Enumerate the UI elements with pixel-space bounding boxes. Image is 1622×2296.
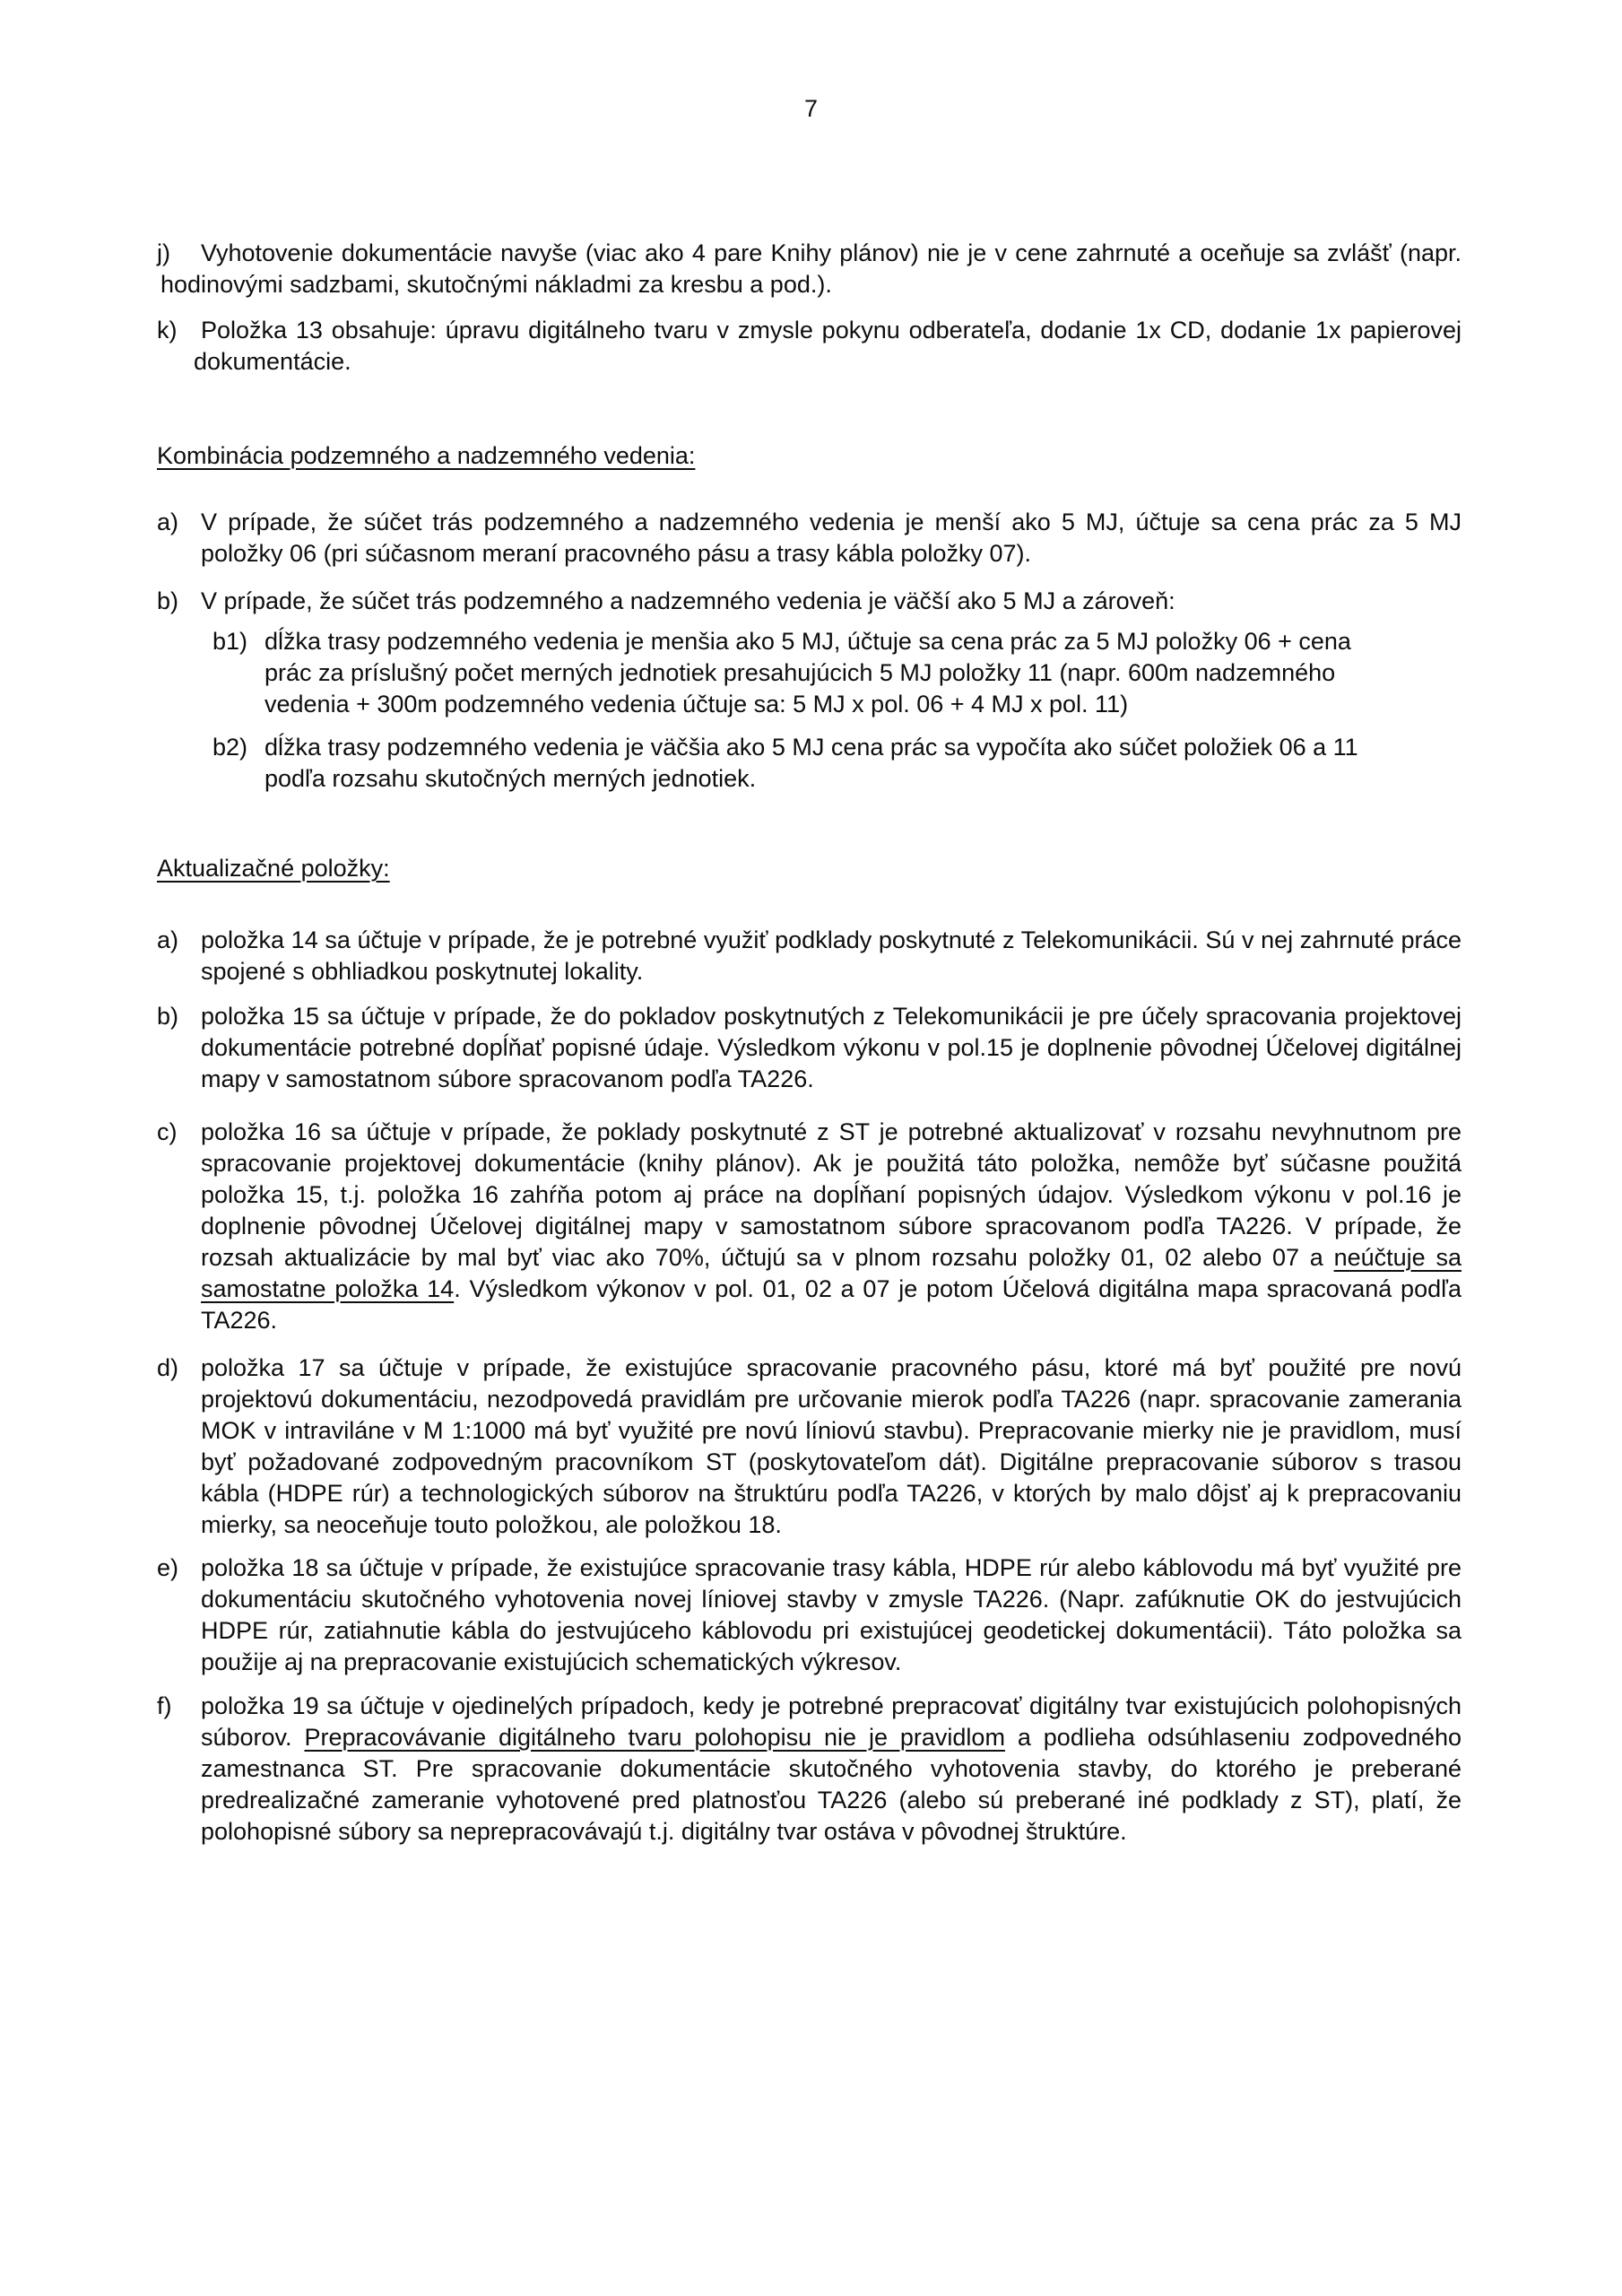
list-item-label: a) [157,509,179,535]
list-item-label: b) [157,587,179,614]
list-item-a1 [157,507,1462,570]
underlined-phrase: Prepracovávanie digitálneho tvaru polohopisu nie je pravidlom [304,1724,1005,1751]
text-segment: položka 16 sa účtuje v prípade, že poklady poskytnuté z ST je potrebné aktualizovať v rozsahu nevyhnutnom pre spracovanie projektovej dokumentácie (knihy plánov). Ak je použitá táto položka, nemôže byť súčasne použitá položka 15, t.j. položka 16 zahŕňa potom aj práce na dopĺňaní popisných údajov. Výsledkom výkonu v pol.16 je doplnenie pôvodnej Účelovej digitálnej mapy v samostatnom súbore spracovanom podľa TA226. V prípade, že rozsah aktualizácie by mal byť viac ako 70%, účtujú sa v plnom rozsahu položky 01, 02 alebo 07 a [201,1118,1462,1271]
list-item-text: V prípade, že súčet trás podzemného a nadzemného vedenia je väčší ako 5 MJ a zároveň: [201,587,1175,614]
sub-item-text: dĺžka trasy podzemného vedenia je menšia ako 5 MJ, účtuje sa cena prác za 5 MJ položky 06 + cena prác za príslušný počet merných jednotiek presahujúcich 5 MJ položky 11 (napr. 600m nadzemného vedenia + 300m podzemného vedenia účtuje sa: 5 MJ x pol. 06 + 4 MJ x pol. 11) [265,628,1351,718]
list-item-label: f) [157,1692,172,1719]
page-number: 7 [803,95,819,122]
underlined-phrase: neúčtuje sa samostatne položka 14 [201,1244,1462,1302]
list-item-d [157,1352,1462,1541]
text-segment: a podlieha odsúhlaseniu zodpovedného zamestnanca ST. Pre spracovanie dokumentácie skutočného vyhotovenia stavby, do ktorého je preberané predrealizačné zameranie vyhotovené pred platnosťou TA226 (alebo sú preberané iné podklady z ST), platí, že polohopisné súbory sa neprepracovávajú t.j. digitálny tvar ostáva v pôvodnej štruktúre. [201,1724,1462,1845]
list-item-e [157,1552,1462,1678]
sub-item-b1 [213,626,1366,720]
list-item-label: b) [157,1003,179,1030]
section-heading-kombinacia: Kombinácia podzemného a nadzemného vedenia: [157,442,696,469]
text-segment: položka 19 sa účtuje v ojedinelých prípadoch, kedy je potrebné prepracovať digitálny tvar existujúcich polohopisných súborov. [201,1692,1462,1751]
list-item-text: položka 15 sa účtuje v prípade, že do pokladov poskytnutých z Telekomunikácii je pre účely spracovania projektovej dokumentácie potrebné dopĺňať popisné údaje. Výsledkom výkonu v pol.15 je doplnenie pôvodnej Účelovej digitálnej mapy v samostatnom súbore spracovanom podľa TA226. [201,1003,1462,1092]
sub-item-label: b1) [213,628,248,655]
sub-item-b2 [213,732,1366,795]
list-item-label: e) [157,1554,179,1581]
sub-item-text: dĺžka trasy podzemného vedenia je väčšia ako 5 MJ cena prác sa vypočíta ako súčet položiek 06 a 11 podľa rozsahu skutočných merných jednotiek. [265,734,1358,792]
list-item-text: Vyhotovenie dokumentácie navyše (viac ako 4 pare Knihy plánov) nie je v cene zahrnuté a oceňuje sa zvlášť (napr. hodinovými sadzbami, skutočnými nákladmi za kresbu a pod.). [160,239,1462,298]
list-item-j [157,238,1462,300]
list-item-b2-polozka15 [157,1001,1462,1095]
list-item-text: položka 14 sa účtuje v prípade, že je potrebné využiť podklady poskytnuté z Telekomunikácii. Sú v nej zahrnuté práce spojené s obhliadkou poskytnutej lokality. [201,926,1462,985]
sub-item-label: b2) [213,734,248,761]
list-item-label: k) [157,317,178,344]
list-item-text: položka 17 sa účtuje v prípade, že existujúce spracovanie pracovného pásu, ktoré má byť použité pre novú projektovú dokumentáciu, nezodpovedá pravidlám pre určovanie mierok podľa TA226 (napr. spracovanie zamerania MOK v intraviláne v M 1:1000 má byť využité pre novú líniovú stavbu). Prepracovanie mierky nie je pravidlom, musí byť požadované zodpovedným pracovníkom ST (poskytovateľom dát). Digitálne prepracovanie súborov s trasou kábla (HDPE rúr) a technologických súborov na štruktúru podľa TA226, v ktorých by malo dôjsť aj k prepracovaniu mierky, sa neoceňuje touto položkou, ale položkou 18. [201,1354,1462,1538]
list-item-label: j) [157,239,170,266]
list-item-text [201,1692,1462,1845]
list-item-text [201,1118,1462,1334]
page-content [0,125,1622,1848]
list-item-text: V prípade, že súčet trás podzemného a nadzemného vedenia je menší ako 5 MJ, účtuje sa cena prác za 5 MJ položky 06 (pri súčasnom meraní pracovného pásu a trasy kábla položky 07). [201,509,1462,567]
list-item-b1-intro [157,586,1462,617]
section-heading-aktualizacne: Aktualizačné položky: [157,855,390,882]
text-segment: . Výsledkom výkonov v pol. 01, 02 a 07 je potom Účelová digitálna mapa spracovaná podľa TA226. [201,1275,1462,1334]
list-item-k [157,315,1462,378]
list-item-a2 [157,925,1462,987]
list-item-label: d) [157,1354,179,1381]
list-item-label: a) [157,926,179,953]
list-item-text: Položka 13 obsahuje: úpravu digitálneho tvaru v zmysle pokynu odberateľa, dodanie 1x CD, dodanie 1x papierovej dokumentácie. [194,317,1462,375]
list-item-text: položka 18 sa účtuje v prípade, že existujúce spracovanie trasy kábla, HDPE rúr alebo káblovodu má byť využité pre dokumentáciu skutočného vyhotovenia novej líniovej stavby v zmysle TA226. (Napr. zafúknutie OK do jestvujúcich HDPE rúr, zatiahnutie kábla do jestvujúceho káblovodu pri existujúcej geodetickej dokumentácii). Táto položka sa použije aj na prepracovanie existujúcich schematických výkresov. [201,1554,1462,1675]
list-item-label: c) [157,1118,178,1145]
list-item-c [157,1117,1462,1336]
list-item-f [157,1691,1462,1848]
